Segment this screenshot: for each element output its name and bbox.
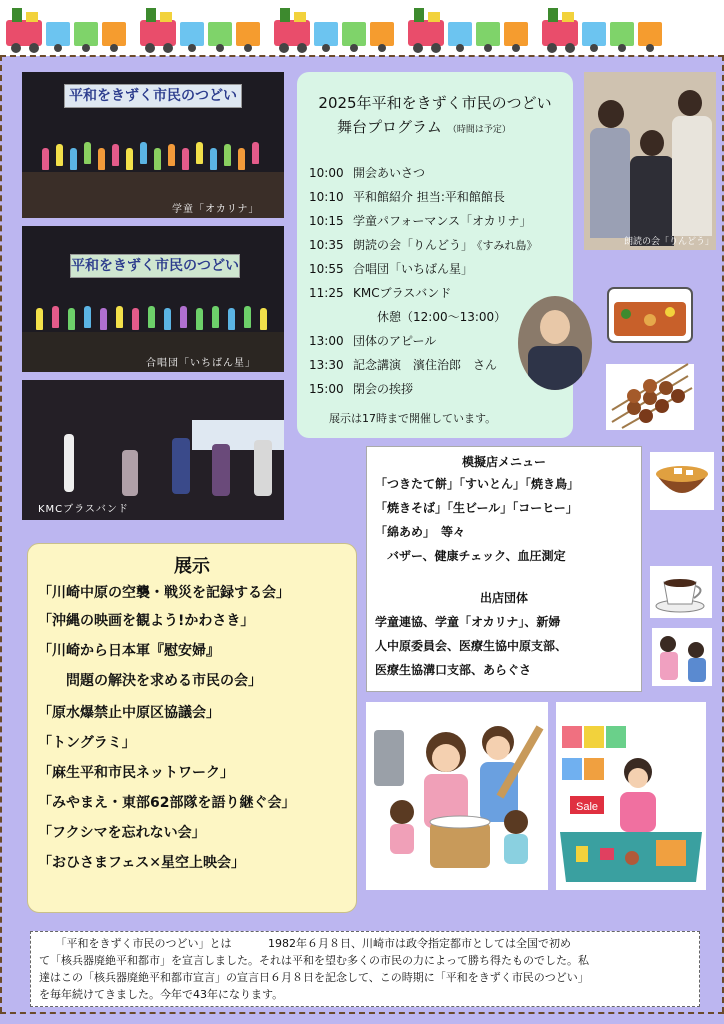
groups-line: 医療生協溝口支部、あらぐさ bbox=[375, 663, 532, 677]
photo-banner: 平和をきずく市民のつどい bbox=[70, 254, 240, 278]
bazaar-icon bbox=[556, 702, 706, 890]
program-item: 11:25 KMCブラスバンド bbox=[309, 286, 452, 300]
dashed-border-left bbox=[0, 55, 2, 1013]
exhibit-item: 「原水爆禁止中原区協議会」 bbox=[38, 705, 220, 721]
takeout-food-icon bbox=[604, 278, 696, 350]
photo-caption: 学童「オカリナ」 bbox=[172, 204, 260, 215]
menu-line: 「つきたて餅」「すいとん」「焼き鳥」 bbox=[375, 477, 580, 491]
program-footnote: 展示は17時まで開催しています。 bbox=[329, 412, 497, 425]
exhibit-item: 問題の解決を求める市民の会」 bbox=[38, 673, 262, 689]
exhibit-item: 「トングラミ」 bbox=[38, 735, 136, 751]
photo-banner: 平和をきずく市民のつどい bbox=[64, 84, 242, 108]
footer-line: て「核兵器廃絶平和都市」を宣言しました。それは平和を望む多くの市民の力によって勝ち得たものでした。私 bbox=[39, 954, 589, 967]
exhibit-list bbox=[27, 543, 357, 913]
groups-line: 人中原委員会、医療生協中原支部、 bbox=[375, 639, 568, 653]
exhibit-item: 「川崎から日本軍『慰安婦』 bbox=[38, 643, 220, 659]
miso-soup-icon bbox=[650, 452, 714, 510]
program-item: 13:30 記念講演 濱住治郎 さん bbox=[309, 358, 498, 372]
program-item: 15:00 閉会の挨拶 bbox=[309, 382, 414, 396]
exhibit-item: 「麻生平和市民ネットワーク」 bbox=[38, 765, 234, 781]
footer-line: 「平和をきずく市民のつどい」とは 1982年６月８日、川崎市は政令指定都市としては全国で初め bbox=[39, 937, 571, 950]
footer-line: 達はこの「核兵器廃絶平和都市宣言」の宣言日６月８日を記念して、この時期に「平和をきずく市民のつどい」 bbox=[39, 971, 589, 984]
coffee-cup-icon bbox=[650, 566, 712, 618]
program-item: 10:55 合唱団「いちばん星」 bbox=[309, 262, 474, 276]
photo-gakudo-ocarina bbox=[22, 72, 284, 218]
exhibit-item: 「おひさまフェス✕星空上映会」 bbox=[38, 855, 246, 871]
footer-about bbox=[30, 931, 700, 1007]
photo-reading-rindou bbox=[584, 72, 716, 250]
exhibit-item: 「みやまえ・東部62部隊を語り継ぐ会」 bbox=[38, 795, 296, 811]
footer-line: を毎年続けてきました。今年で43年になります。 bbox=[39, 988, 284, 1001]
photo-caption: 朗読の会「りんどう」 bbox=[624, 237, 715, 247]
program-item: 10:00 開会あいさつ bbox=[309, 166, 426, 180]
train-icon bbox=[0, 0, 724, 56]
food-stall-menu bbox=[366, 446, 642, 692]
dashed-border-bottom bbox=[0, 1012, 724, 1014]
program-subtitle-note: （時間は予定） bbox=[447, 125, 511, 135]
photo-kmc-brass-band bbox=[22, 380, 284, 520]
program-item: 10:15 学童パフォーマンス「オカリナ」 bbox=[309, 214, 532, 228]
photo-caption: 合唱団「いちばん星」 bbox=[146, 358, 256, 369]
program-item: 13:00 団体のアピール bbox=[309, 334, 437, 348]
yakitori-icon bbox=[604, 362, 696, 432]
program-subtitle: 舞台プログラム （時間は予定） bbox=[337, 118, 511, 136]
groups-heading: 出店団体 bbox=[479, 591, 528, 605]
exhibit-item: 「川崎中原の空襲・戦災を記録する会」 bbox=[38, 585, 290, 601]
groups-line: 学童連協、学童「オカリナ」、新婦 bbox=[375, 615, 561, 629]
mochi-pounding-icon bbox=[366, 702, 548, 890]
exhibit-item: 「フクシマを忘れない会」 bbox=[38, 825, 206, 841]
photo-caption: KMCブラスバンド bbox=[38, 504, 129, 515]
program-item: 10:10 平和館紹介 担当:平和館館長 bbox=[309, 190, 505, 204]
menu-line: 「焼きそば」「生ビール」「コーヒー」 bbox=[375, 501, 578, 515]
speaker-portrait bbox=[518, 296, 592, 390]
menu-heading: 模擬店メニュー bbox=[461, 455, 546, 469]
program-item: 10:35 朗読の会「りんどう」 《すみれ島》 bbox=[309, 238, 538, 252]
program-title: 2025年平和をきずく市民のつどい bbox=[318, 94, 552, 112]
menu-line: 「綿あめ」 等々 bbox=[375, 525, 466, 539]
menu-line: バザー、健康チェック、血圧測定 bbox=[375, 549, 566, 563]
exhibit-item: 「沖縄の映画を観よう!かわさき」 bbox=[38, 613, 255, 629]
dashed-border-top bbox=[0, 55, 724, 57]
exhibit-heading: 展示 bbox=[174, 556, 210, 577]
program-item: 休憩（12:00〜13:00） bbox=[353, 310, 507, 324]
photo-choir-ichibanboshi bbox=[22, 226, 284, 372]
health-check-icon bbox=[652, 628, 712, 686]
sale-sign-text: Sale bbox=[576, 801, 599, 813]
train-border bbox=[0, 0, 724, 56]
